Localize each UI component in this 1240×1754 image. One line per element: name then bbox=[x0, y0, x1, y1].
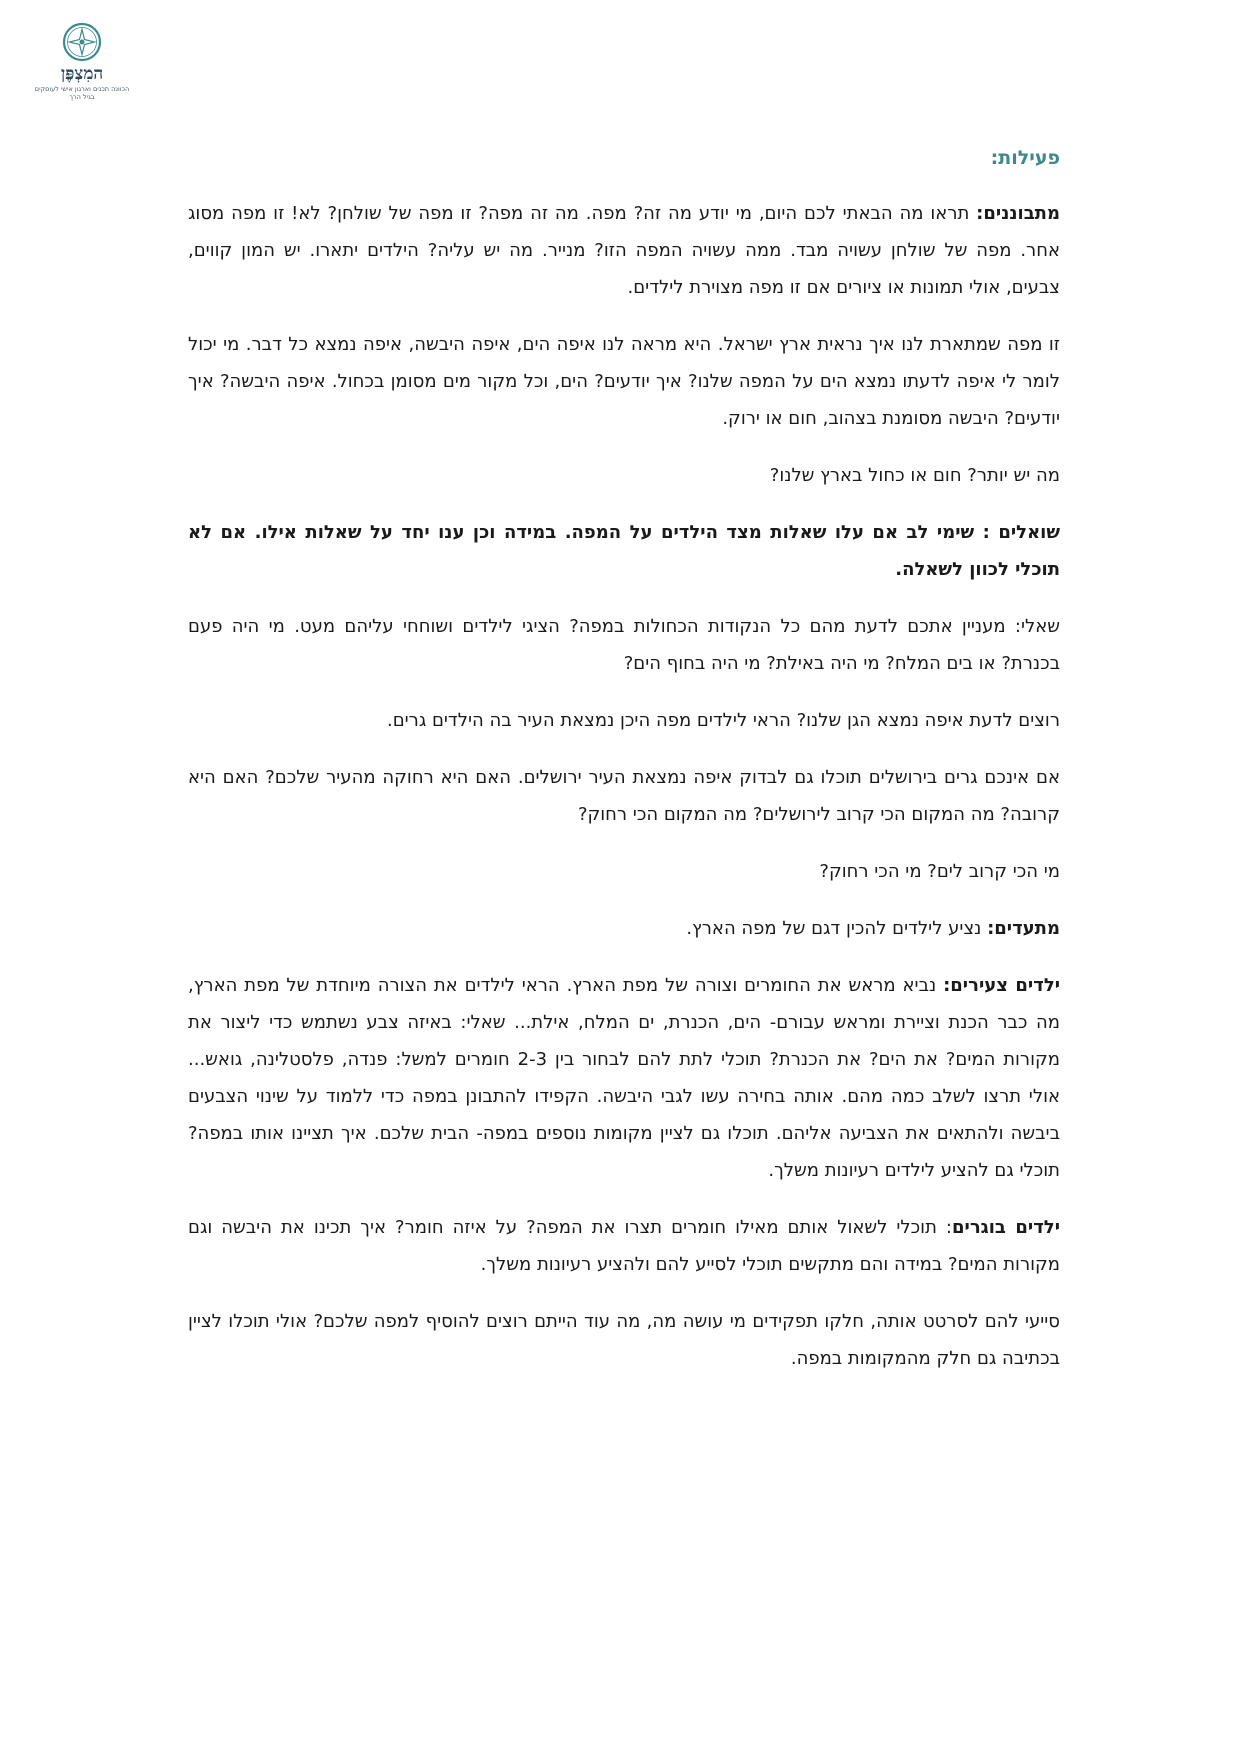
paragraph-text: זו מפה שמתארת לנו איך נראית ארץ ישראל. היא מראה לנו איפה הים, איפה היבשה, איפה נמצא כל דבר. מי יכול לומר לי איפה לדעתו נמצא הים על המפה שלנו? איך יודעים? הים, וכל מקור מים מסומן בכחול. איפה היבשה? איך יודעים? היבשה מסומנת בצהוב, חום או ירוק. bbox=[188, 334, 1060, 429]
paragraph-lead: ילדים בוגרים bbox=[951, 1217, 1060, 1238]
paragraph-lead: ילדים צעירים: bbox=[943, 975, 1061, 996]
paragraph-text: : תוכלי לשאול אותם מאילו חומרים תצרו את המפה? על איזה חומר? איך תכינו את היבשה וגם מקורות המים? במידה והם מתקשים תוכלי לסייע להם ולהציע רעיונות משלך. bbox=[188, 1217, 1060, 1275]
paragraph-documenting bbox=[188, 910, 1060, 947]
paragraph-text: נציע לילדים להכין דגם של מפה הארץ. bbox=[686, 918, 988, 939]
paragraph-text: תראו מה הבאתי לכם היום, מי יודע מה זה? מפה. מה זה מפה? זו מפה של שולחן? לא! זו מפה מסוג אחר. מפה של שולחן עשויה מבד. ממה עשויה המפה הזו? מנייר. מה יש עליה? הילדים יתארו. יש המון קווים, צבעים, אולי תמונות או ציורים אם זו מפה מצוירת לילדים. bbox=[188, 203, 1060, 298]
paragraph-map-description bbox=[188, 326, 1060, 437]
paragraph-asking bbox=[188, 514, 1060, 588]
paragraph-drawing-help bbox=[188, 1303, 1060, 1377]
paragraph-jerusalem bbox=[188, 759, 1060, 833]
paragraph-closest-farthest bbox=[188, 853, 1060, 890]
paragraph-lead: מתבוננים: bbox=[976, 203, 1060, 224]
paragraph-text: מי הכי קרוב לים? מי הכי רחוק? bbox=[819, 861, 1060, 882]
logo-name: המִצְפֶּן bbox=[60, 64, 104, 84]
paragraph-older-children bbox=[188, 1209, 1060, 1283]
section-title: פעילות: bbox=[990, 147, 1060, 169]
paragraph-text: שאלי: מעניין אתכם לדעת מהם כל הנקודות הכחולות במפה? הציגי לילדים ושוחחי עליהם מעט. מי היה פעם בכנרת? או בים המלח? מי היה באילת? מי היה בחוף הים? bbox=[188, 616, 1060, 674]
paragraph-ask-children bbox=[188, 608, 1060, 682]
paragraph-text: סייעי להם לסרטט אותה, חלקו תפקידים מי עושה מה, מה עוד הייתם רוצים להוסיף למפה שלכם? אולי תוכלו לציין בכתיבה גם חלק מהמקומות במפה. bbox=[188, 1311, 1060, 1369]
logo-tagline: הכוונה תכנים וארגון אישי לעוסקים בגיל הרך bbox=[34, 85, 130, 101]
paragraph-text: שואלים : שימי לב אם עלו שאלות מצד הילדים על המפה. במידה וכן ענו יחד על שאלות אילו. אם לא תוכלי לכוון לשאלה. bbox=[188, 522, 1060, 580]
paragraph-text: מה יש יותר? חום או כחול בארץ שלנו? bbox=[769, 465, 1060, 486]
document-body bbox=[188, 140, 1060, 1397]
paragraph-question bbox=[188, 457, 1060, 494]
logo bbox=[32, 22, 132, 101]
compass-icon bbox=[62, 22, 102, 62]
paragraph-lead: מתעדים: bbox=[987, 918, 1060, 939]
paragraph-text: אם אינכם גרים בירושלים תוכלו גם לבדוק איפה נמצאת העיר ירושלים. האם היא רחוקה מהעיר שלכם? האם היא קרובה? מה המקום הכי קרוב לירושלים? מה המקום הכי רחוק? bbox=[188, 767, 1060, 825]
paragraph-text: רוצים לדעת איפה נמצא הגן שלנו? הראי לילדים מפה היכן נמצאת העיר בה הילדים גרים. bbox=[386, 710, 1060, 731]
paragraph-young-children bbox=[188, 967, 1060, 1189]
paragraph-kindergarten-location bbox=[188, 702, 1060, 739]
paragraph-observing bbox=[188, 195, 1060, 306]
paragraph-text: נביא מראש את החומרים וצורה של מפת הארץ. הראי לילדים את הצורה מיוחדת של מפת הארץ, מה כבר הכנת וציירת ומראש עבורם- הים, הכנרת, ים המלח, אילת... שאלי: באיזה צבע נשתמש כדי ליצור את מקורות המים? את הים? את הכנרת? תוכלי לתת להם לבחור בין 2-3 חומרים למשל: פנדה, פלסטלינה, גואש... אולי תרצו לשלב כמה מהם. אותה בחירה עשו לגבי היבשה. הקפידו להתבונן במפה כדי ללמוד על שינוי הצבעים ביבשה ולהתאים את הצביעה אליהם. תוכלו גם לציין מקומות נוספים במפה- הבית שלכם. איך תציינו אותו במפה? תוכלי גם להציע לילדים רעיונות משלך. bbox=[188, 975, 1060, 1181]
